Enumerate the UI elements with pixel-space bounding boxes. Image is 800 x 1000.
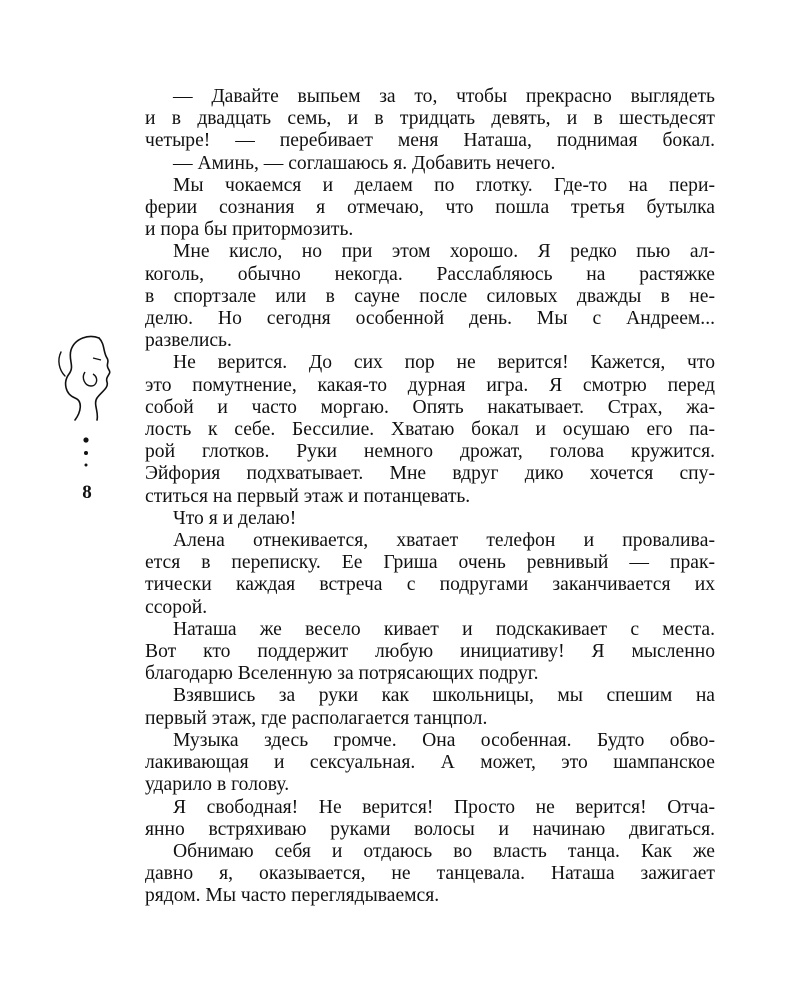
- paragraph: [145, 841, 715, 908]
- text-line: ссорой.: [145, 596, 208, 618]
- paragraph: [145, 730, 715, 797]
- page-number: 8: [82, 482, 92, 503]
- text-line: Мне кисло, но при этом хорошо. Я редко пью ал-: [173, 241, 715, 263]
- text-line: ститься на первый этаж и потанцевать.: [145, 485, 471, 507]
- text-line: и в двадцать семь, и в тридцать девять, и в шестьдесят: [145, 108, 715, 130]
- text-line: первый этаж, где располагается танцпол.: [145, 707, 488, 729]
- paragraph: [145, 175, 715, 242]
- text-line: тически каждая встреча с подругами заканчивается их: [145, 574, 715, 596]
- paragraph: [145, 530, 715, 619]
- text-line: Музыка здесь громче. Она особенная. Будто обво-: [173, 729, 715, 751]
- text-line: Я свободная! Не верится! Просто не верится! Отча-: [173, 796, 715, 818]
- text-line: ударило в голову.: [145, 774, 290, 796]
- text-line: ется в переписку. Ее Гриша очень ревнивый — прак-: [145, 552, 715, 574]
- text-line: коголь, обычно некогда. Расслабляюсь на растяжке: [145, 263, 715, 285]
- text-line: Наташа же весело кивает и подскакивает с места.: [173, 618, 715, 640]
- paragraph: [145, 352, 715, 507]
- text-line: делю. Но сегодня особенной день. Мы с Андреем...: [145, 308, 715, 330]
- paragraph: [145, 685, 715, 729]
- text-line: лакивающая и сексуальная. А может, это шампанское: [145, 752, 715, 774]
- text-line: Не верится. До сих пор не верится! Кажется, что: [173, 352, 715, 374]
- text-line: ферии сознания я отмечаю, что пошла третья бутылка: [145, 197, 715, 219]
- paragraph: [145, 241, 715, 352]
- text-line: Обнимаю себя и отдаюсь во власть танца. Как же: [173, 840, 715, 862]
- paragraph: [145, 153, 715, 175]
- paragraph: [145, 86, 715, 153]
- text-line: янно встряхиваю руками волосы и начинаю двигаться.: [145, 818, 715, 840]
- text-line: Алена отнекивается, хватает телефон и проваливa-: [173, 530, 715, 552]
- text-line: развелись.: [145, 330, 232, 352]
- text-line: благодарю Вселенную за потрясающих подруг.: [145, 663, 539, 685]
- text-line: Вот кто поддержит любую инициативу! Я мысленно: [145, 641, 715, 663]
- text-line: — Аминь, — соглашаюсь я. Добавить нечего.: [173, 152, 556, 174]
- text-line: Эйфория подхватывает. Мне вдруг дико хочется спу-: [145, 463, 715, 485]
- text-line: — Давайте выпьем за то, чтобы прекрасно выглядеть: [173, 86, 715, 107]
- paragraph: [145, 508, 715, 530]
- text-line: в спортзале или в сауне после силовых дважды в не-: [145, 285, 715, 307]
- paragraph: [145, 619, 715, 686]
- text-line: собой и часто моргаю. Опять накатывает. Страх, жа-: [145, 396, 715, 418]
- text-line: рядом. Мы часто переглядываемся.: [145, 885, 440, 907]
- text-line: это помутнение, какая-то дурная игра. Я смотрю перед: [145, 374, 715, 396]
- text-line: давно я, оказывается, не танцевала. Наташа зажигает: [145, 863, 715, 885]
- text-line: четыре! — перебивает меня Наташа, поднимая бокал.: [145, 130, 715, 152]
- text-line: Что я и делаю!: [173, 507, 297, 529]
- paragraph: [145, 797, 715, 841]
- text-line: Мы чокаемся и делаем по глотку. Где-то на пери-: [173, 174, 715, 196]
- body-text: [145, 86, 715, 908]
- text-line: рой глотков. Руки немного дрожат, голова кружится.: [145, 441, 715, 463]
- text-line: и пора бы притормозить.: [145, 219, 354, 241]
- face-profile-icon: [55, 332, 119, 424]
- text-line: лость к себе. Бессилие. Хватаю бокал и осушаю его па-: [145, 419, 715, 441]
- vertical-dots-icon: [80, 436, 92, 470]
- text-line: Взявшись за руки как школьницы, мы спешим на: [173, 685, 715, 707]
